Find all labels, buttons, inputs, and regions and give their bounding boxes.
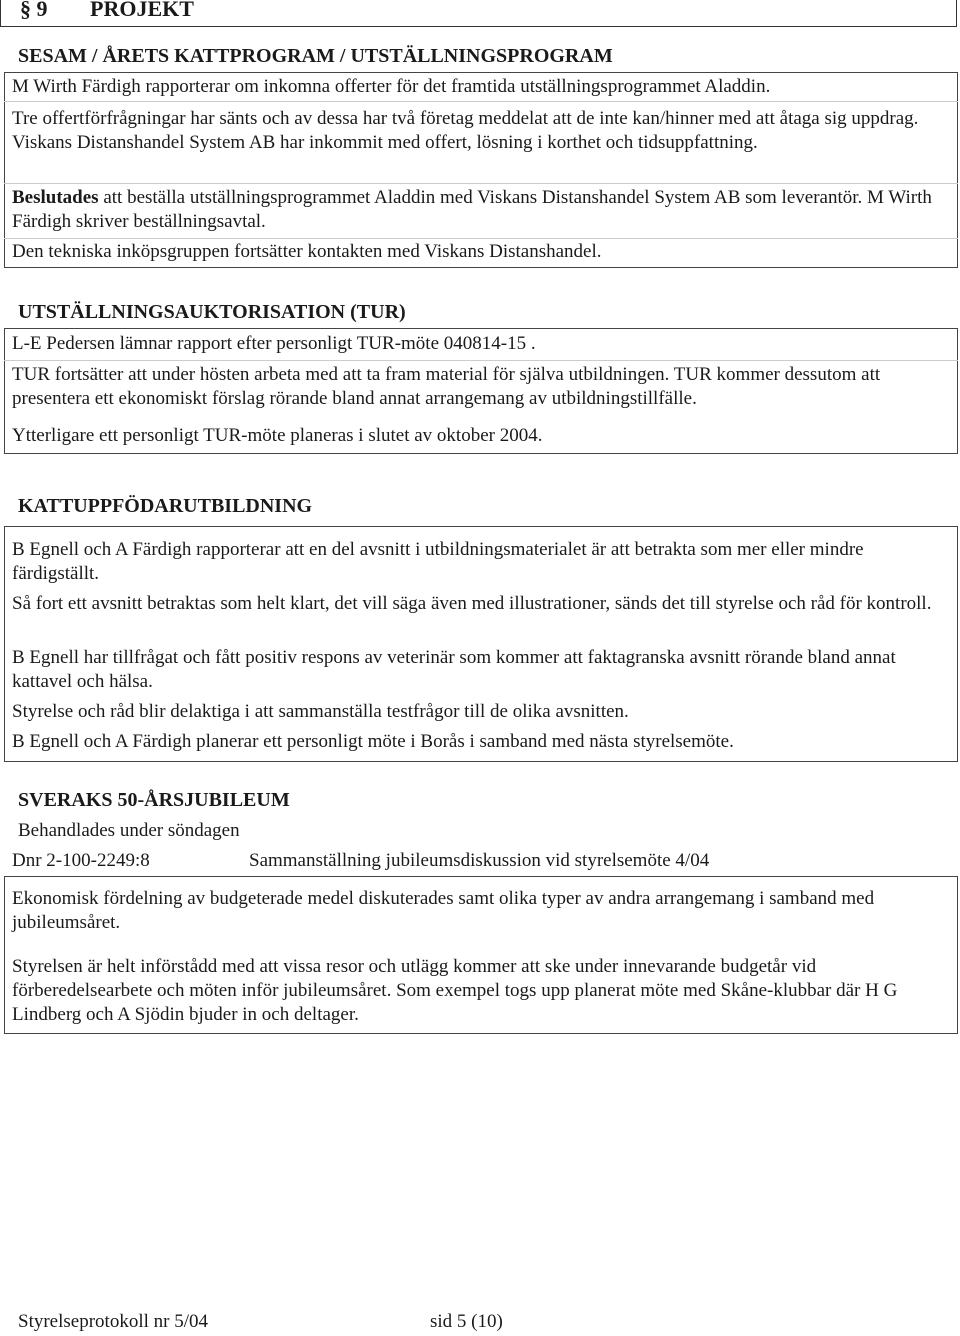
sesam-p3-bold: Beslutades [12, 187, 99, 208]
sesam-p3-rest: att beställa utställningsprogrammet Aladdin med Viskans Distanshandel System AB som leverantör. M Wirth Färdigh skriver beställningsavtal. [12, 187, 932, 232]
tur-divider-1 [4, 360, 958, 361]
katt-p4: Styrelse och råd blir delaktiga i att sammanställa testfrågor till de olika avsnitten. [12, 701, 629, 722]
sveraks-dnr: Dnr 2-100-2249:8 [12, 850, 150, 871]
top-rule-left [0, 0, 1, 27]
sesam-heading: SESAM / ÅRETS KATTPROGRAM / UTSTÄLLNINGSPROGRAM [18, 45, 613, 67]
top-rule-right [956, 0, 957, 27]
katt-p5: B Egnell och A Färdigh planerar ett personligt möte i Borås i samband med nästa styrelsemöte. [12, 731, 734, 752]
footer-doc: Styrelseprotokoll nr 5/04 [18, 1311, 208, 1332]
katt-p2: Så fort ett avsnitt betraktas som helt klart, det vill säga även med illustrationer, sänds det till styrelse och råd för kontroll. [12, 593, 932, 614]
tur-p1: L-E Pedersen lämnar rapport efter personligt TUR-möte 040814-15 . [12, 333, 536, 354]
top-rule [0, 26, 956, 27]
footer-page: sid 5 (10) [430, 1311, 503, 1332]
sveraks-p2: Styrelsen är helt införstådd med att vissa resor och utlägg kommer att ske under innevarande budgetår vid förberedelsearbete och möten inför jubileumsåret. Som exempel togs upp planerat möte med Skåne-klubbar där H G Lindberg och A Sjödin bjuder in och deltager. [12, 956, 898, 1025]
katt-p3: B Egnell har tillfrågat och fått positiv respons av veterinär som kommer att faktagranska avsnitt rörande bland annat kattavel och hälsa. [12, 647, 896, 692]
sveraks-heading: SVERAKS 50-ÅRSJUBILEUM [18, 789, 290, 811]
sesam-p1: M Wirth Färdigh rapporterar om inkomna offerter för det framtida utställningsprogrammet Aladdin. [12, 76, 771, 97]
sveraks-subtitle: Behandlades under söndagen [18, 820, 240, 841]
sesam-p3 [12, 186, 942, 234]
tur-p2: TUR fortsätter att under hösten arbeta med att ta fram material för själva utbildningen. TUR kommer dessutom att presentera ett ekonomiskt förslag rörande bland annat arrangemang av utbildningstillfälle. [12, 364, 881, 409]
sesam-divider-3 [4, 238, 958, 239]
katt-heading: KATTUPPFÖDARUTBILDNING [18, 495, 313, 517]
sesam-divider-1 [4, 101, 958, 102]
section-title: PROJEKT [90, 0, 194, 21]
katt-p1: B Egnell och A Färdigh rapporterar att en del avsnitt i utbildningsmaterialet är att betrakta som mer eller mindre färdigställt. [12, 539, 864, 584]
sesam-p4: Den tekniska inköpsgruppen fortsätter kontakten med Viskans Distanshandel. [12, 241, 602, 262]
tur-heading: UTSTÄLLNINGSAUKTORISATION (TUR) [18, 301, 406, 323]
sveraks-dnr-title: Sammanställning jubileumsdiskussion vid styrelsemöte 4/04 [249, 850, 710, 871]
sveraks-p1: Ekonomisk fördelning av budgeterade medel diskuterades samt olika typer av andra arrangemang i samband med jubileumsåret. [12, 888, 875, 933]
tur-p3: Ytterligare ett personligt TUR-möte planeras i slutet av oktober 2004. [12, 425, 543, 446]
sesam-p2: Tre offertförfrågningar har sänts och av dessa har två företag meddelat att de inte kan/hinner med att åtaga sig uppdrag. Viskans Distanshandel System AB har inkommit med offert, lösning i korthet och tidsuppfattning. [12, 108, 919, 153]
section-mark: § 9 [20, 0, 48, 21]
sesam-divider-2 [4, 183, 958, 184]
